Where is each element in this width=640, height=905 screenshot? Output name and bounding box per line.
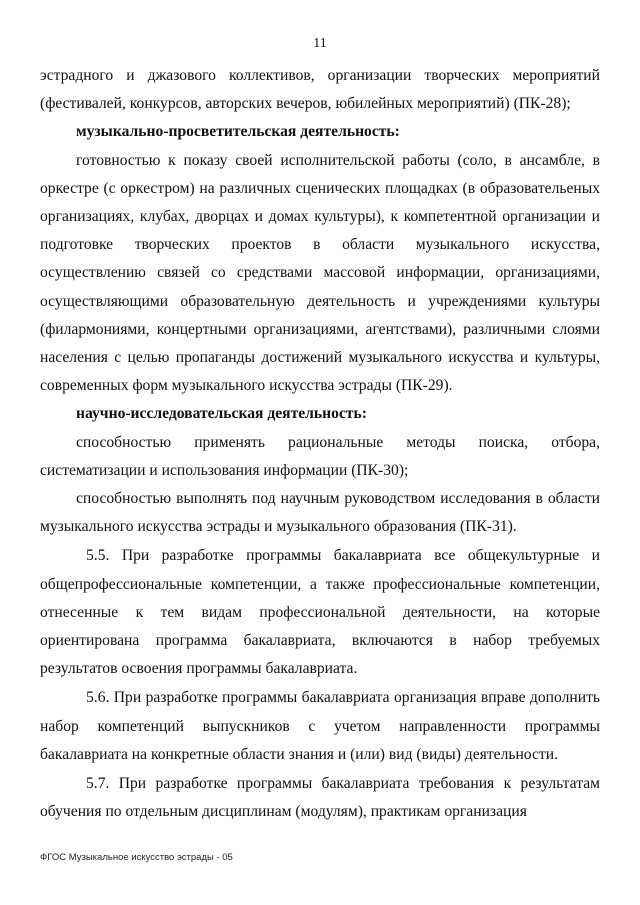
paragraph-pk28-continuation: эстрадного и джазового коллективов, организации творческих мероприятий (фестивалей, конкурсов, авторских вечеров, юбилейных мероприятий) (ПК-28); (40, 67, 600, 113)
paragraph-pk29: готовностью к показу своей исполнительской работы (соло, в ансамбле, в оркестре (с оркестром) на различных сценических площадках (в образовательеных организациях, клубах, дворцах и домах культуры), к компетентной организации и подготовке творческих проектов в области музыкального искусства, осуществлению связей со средствами массовой информации, организациями, осуществляющими образовательную деятельность и учреждениями культуры (филармониями, концертными организациями, агентствами), различными слоями населения с целью пропаганды достижений музыкального искусства и культуры, современных форм музыкального искусства эстрады (ПК-29). (40, 151, 600, 395)
section-heading-research: научно-исследовательская деятельность: (76, 405, 367, 423)
page-number: 11 (313, 36, 327, 51)
paragraph-5-6: 5.6. При разработке программы бакалавриата организация вправе дополнить набор компетенций выпускников с учетом направленности программы бакалавриата на конкретные области знания и (или) вид (виды) деятельности. (40, 689, 600, 763)
paragraph-5-5: 5.5. При разработке программы бакалавриата все общекультурные и общепрофессиональные компетенции, а также профессиональные компетенции, отнесенные к тем видам профессиональной деятельности, на которые ориентирована программа бакалавриата, включаются в набор требуемых результатов освоения программы бакалавриата. (40, 547, 600, 678)
document-body (40, 62, 600, 826)
paragraph-5-7: 5.7. При разработке программы бакалавриата требования к результатам обучения по отдельным дисциплинам (модулям), практикам организация (40, 775, 600, 821)
document-footer: ФГОС Музыкальное искусство эстрады - 05 (40, 852, 233, 863)
paragraph-pk30: способностью применять рациональные методы поиска, отбора, систематизации и использования информации (ПК-30); (40, 433, 600, 479)
section-heading-music-education: музыкально-просветительская деятельность: (76, 123, 400, 141)
paragraph-pk31: способностью выполнять под научным руководством исследования в области музыкального искусства эстрады и музыкального образования (ПК-31). (40, 490, 600, 536)
